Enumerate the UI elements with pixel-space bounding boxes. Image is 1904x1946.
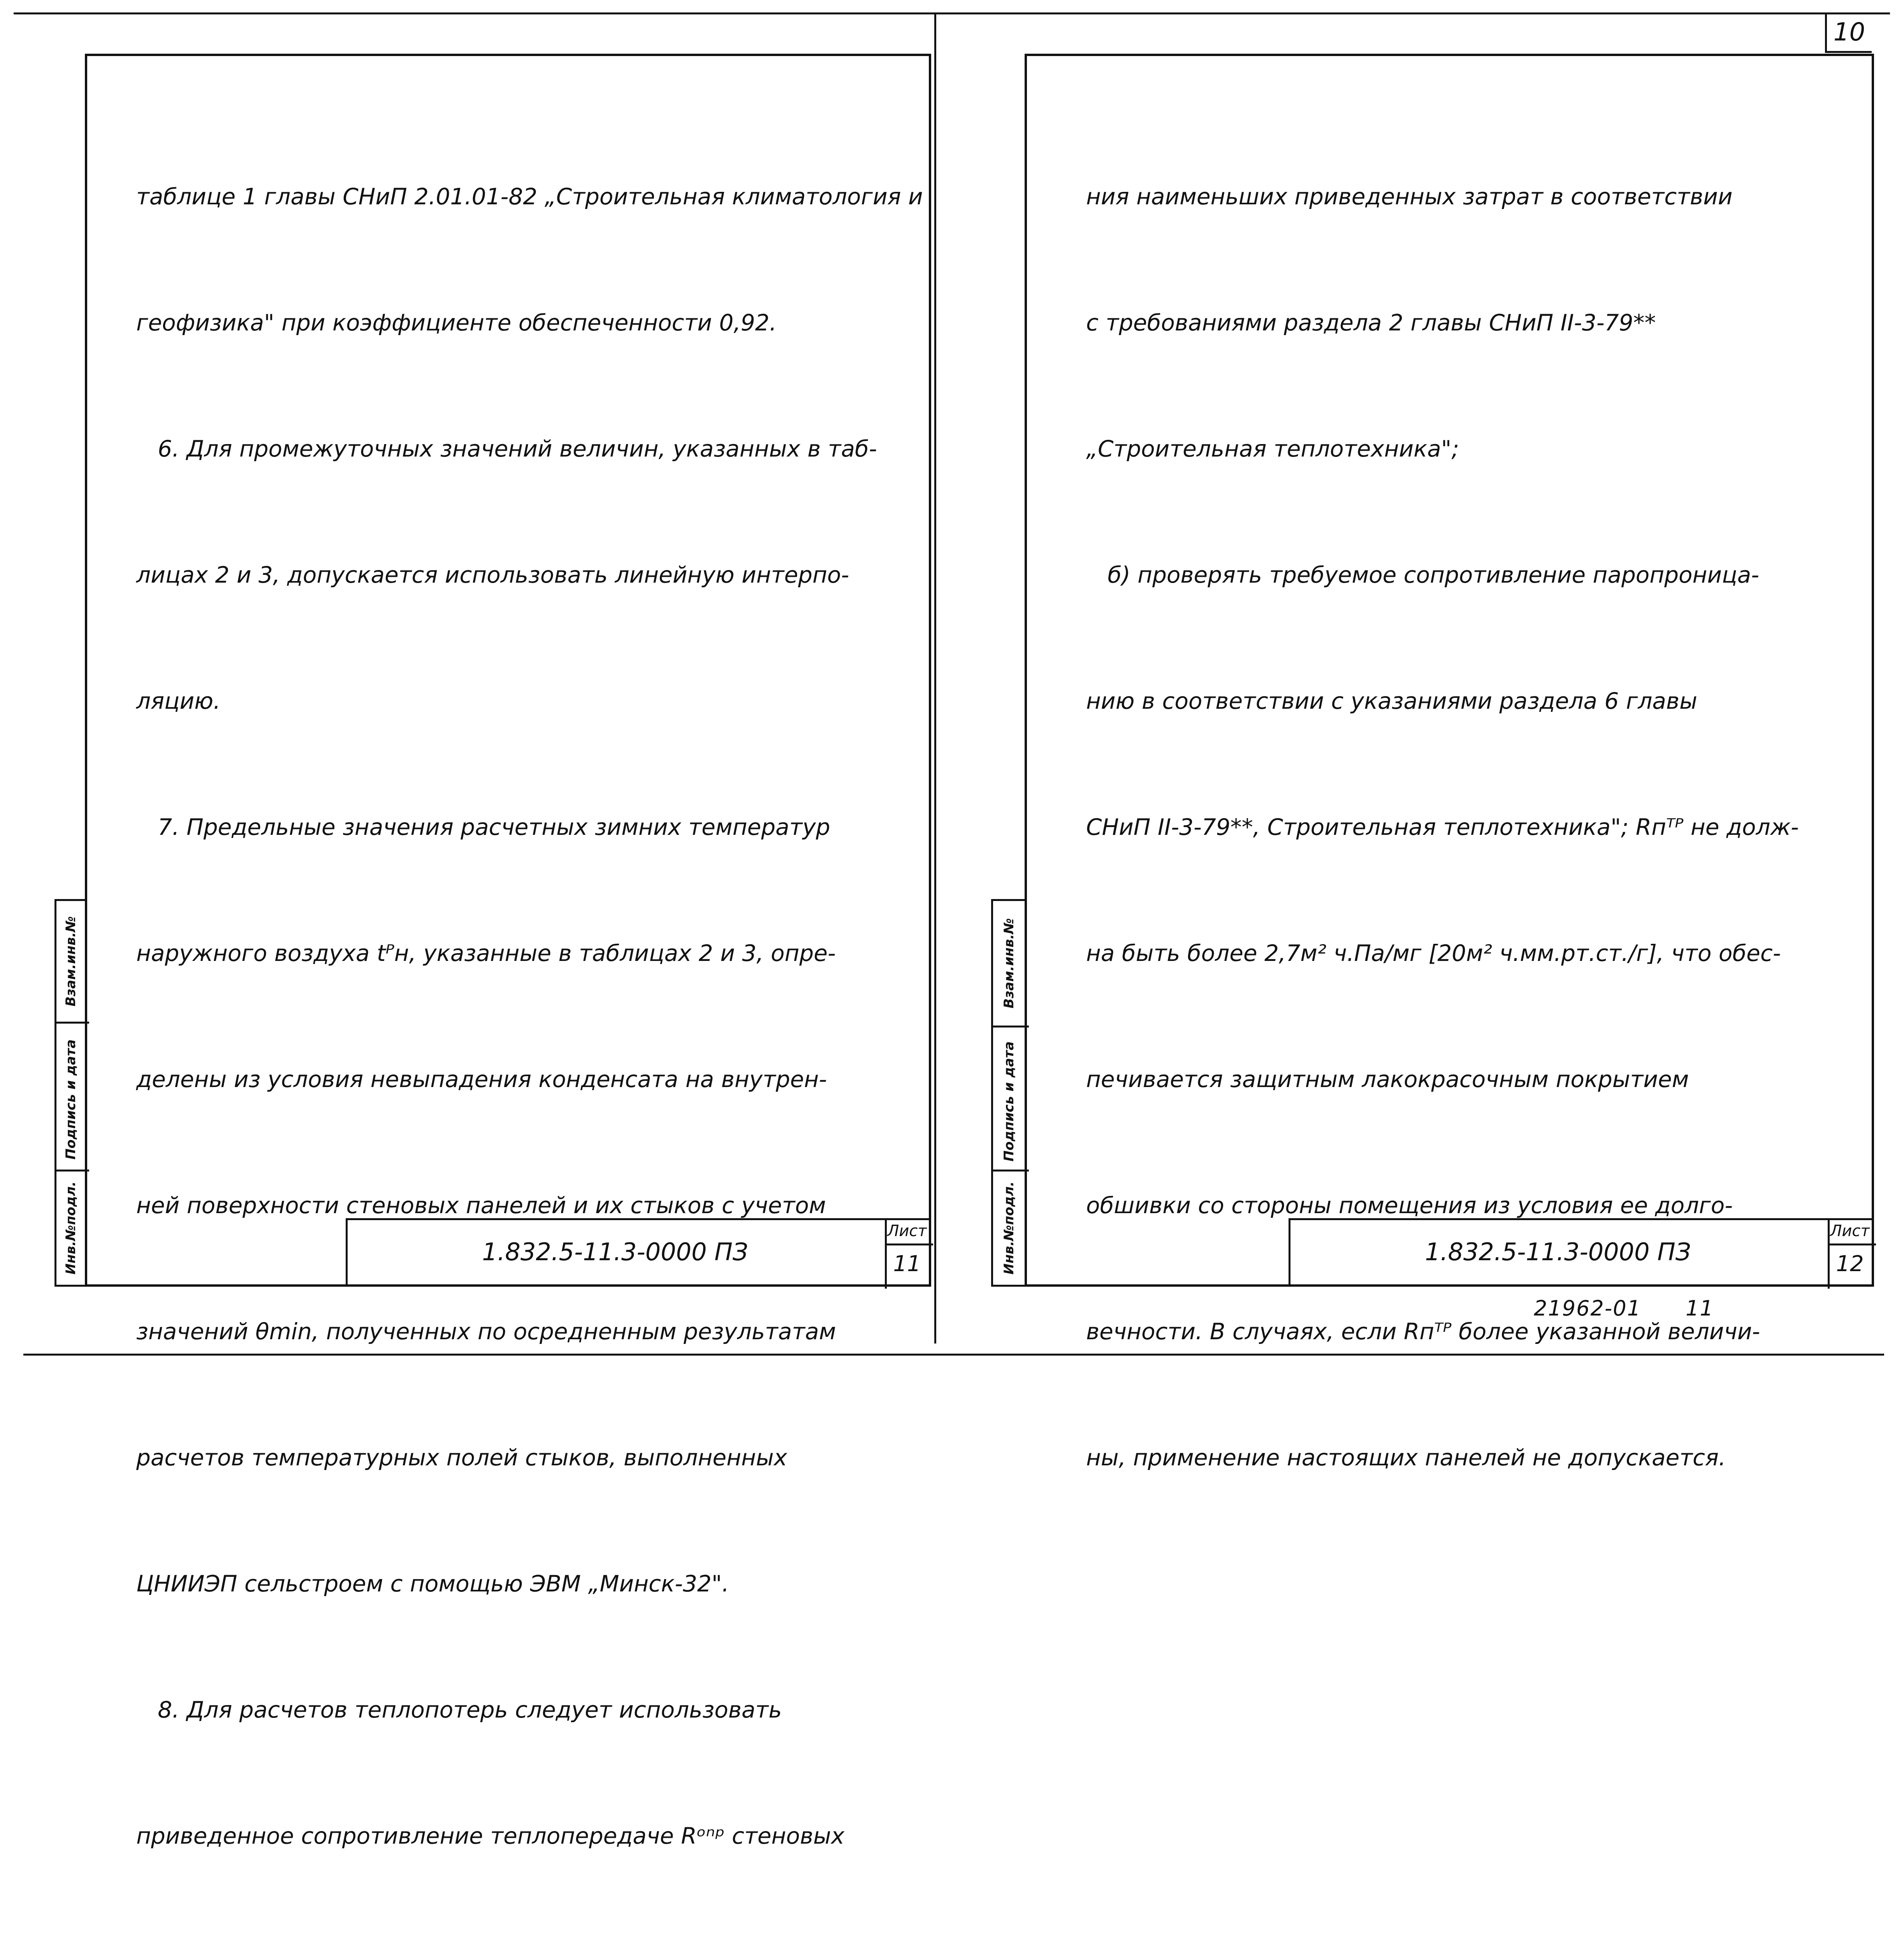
right-body-text [1086,91,1865,1521]
text-line: с требованиями раздела 2 главы СНиП II-3-79** [1086,309,1656,336]
corner-page-number: 10 [1833,18,1865,47]
text-line: ляцию. [136,688,221,714]
outer-top-line [14,12,1890,14]
left-body-text [136,91,923,1946]
left-margin-label-replace: Взам.инв.№ [63,916,79,1006]
right-margin-label-inv: Инв.№подл. [1001,1181,1017,1275]
left-stamp-code: 1.832.5-11.3-0000 ПЗ [482,1238,748,1266]
left-stamp-sheet-label: Лист [887,1222,927,1240]
text-line: СНиП II-3-79**, Строительная теплотехника"; Rпᵀᴾ не долж- [1086,814,1799,840]
text-line: ны, применение настоящих панелей не допускается. [1086,1444,1726,1471]
text-line: вечности. В случаях, если Rпᵀᴾ более указанной величи- [1086,1318,1760,1345]
text-line: на быть более 2,7м² ч.Па/мг [20м² ч.мм.рт.ст./г], что обес- [1086,940,1781,966]
text-line: расчетов температурных полей стыков, выполненных [136,1444,788,1471]
archive-page: 11 [1686,1296,1714,1321]
right-stamp-sheet-number: 12 [1836,1251,1864,1277]
text-line: „Строительная теплотехника"; [1086,436,1459,462]
text-line: 6. Для промежуточных значений величин, указанных в таб- [136,436,877,462]
text-line: геофизика" при коэффициенте обеспеченности 0,92. [136,309,777,336]
center-divider-line [934,12,936,1344]
right-stamp-code: 1.832.5-11.3-0000 ПЗ [1425,1238,1691,1266]
archive-number: 21962-01 [1534,1296,1641,1321]
right-margin-label-replace: Взам.инв.№ [1001,918,1017,1008]
right-margin-label-sign: Подпись и дата [1001,1041,1017,1162]
text-line: 8. Для расчетов теплопотерь следует использовать [136,1697,782,1723]
text-line: таблице 1 главы СНиП 2.01.01-82 „Строительная климатология и [136,183,923,210]
text-line: печивается защитным лакокрасочным покрытием [1086,1066,1689,1092]
text-line: обшивки со стороны помещения из условия ее долго- [1086,1192,1733,1219]
text-line: делены из условия невыпадения конденсата на внутрен- [136,1066,827,1092]
text-line [136,1941,923,1946]
text-line: ней поверхности стеновых панелей и их стыков с учетом [136,1192,826,1219]
text-line: ния наименьших приведенных затрат в соответствии [1086,183,1733,210]
text-line: б) проверять требуемое сопротивление паропроница- [1086,562,1760,588]
left-stamp-sheet-number: 11 [893,1251,921,1277]
text-line: лицах 2 и 3, допускается использовать линейную интерпо- [136,562,849,588]
right-stamp-sheet-label: Лист [1830,1222,1870,1240]
text-line: нию в соответствии с указаниями раздела 6 главы [1086,688,1697,714]
text-line: наружного воздуха tᴾн, указанные в таблицах 2 и 3, опре- [136,940,836,966]
text-line: 7. Предельные значения расчетных зимних температур [136,814,830,840]
left-margin-label-sign: Подпись и дата [63,1039,79,1160]
corner-page-box [1825,14,1872,53]
text-line: значений θmin, полученных по осредненным результатам [136,1318,836,1345]
left-margin-label-inv: Инв.№подл. [63,1181,79,1275]
text-line: приведенное сопротивление теплопередаче Rᵒⁿᵖ стеновых [136,1823,845,1849]
text-line: ЦНИИЭП сельстроем с помощью ЭВМ „Минск-32". [136,1570,729,1597]
